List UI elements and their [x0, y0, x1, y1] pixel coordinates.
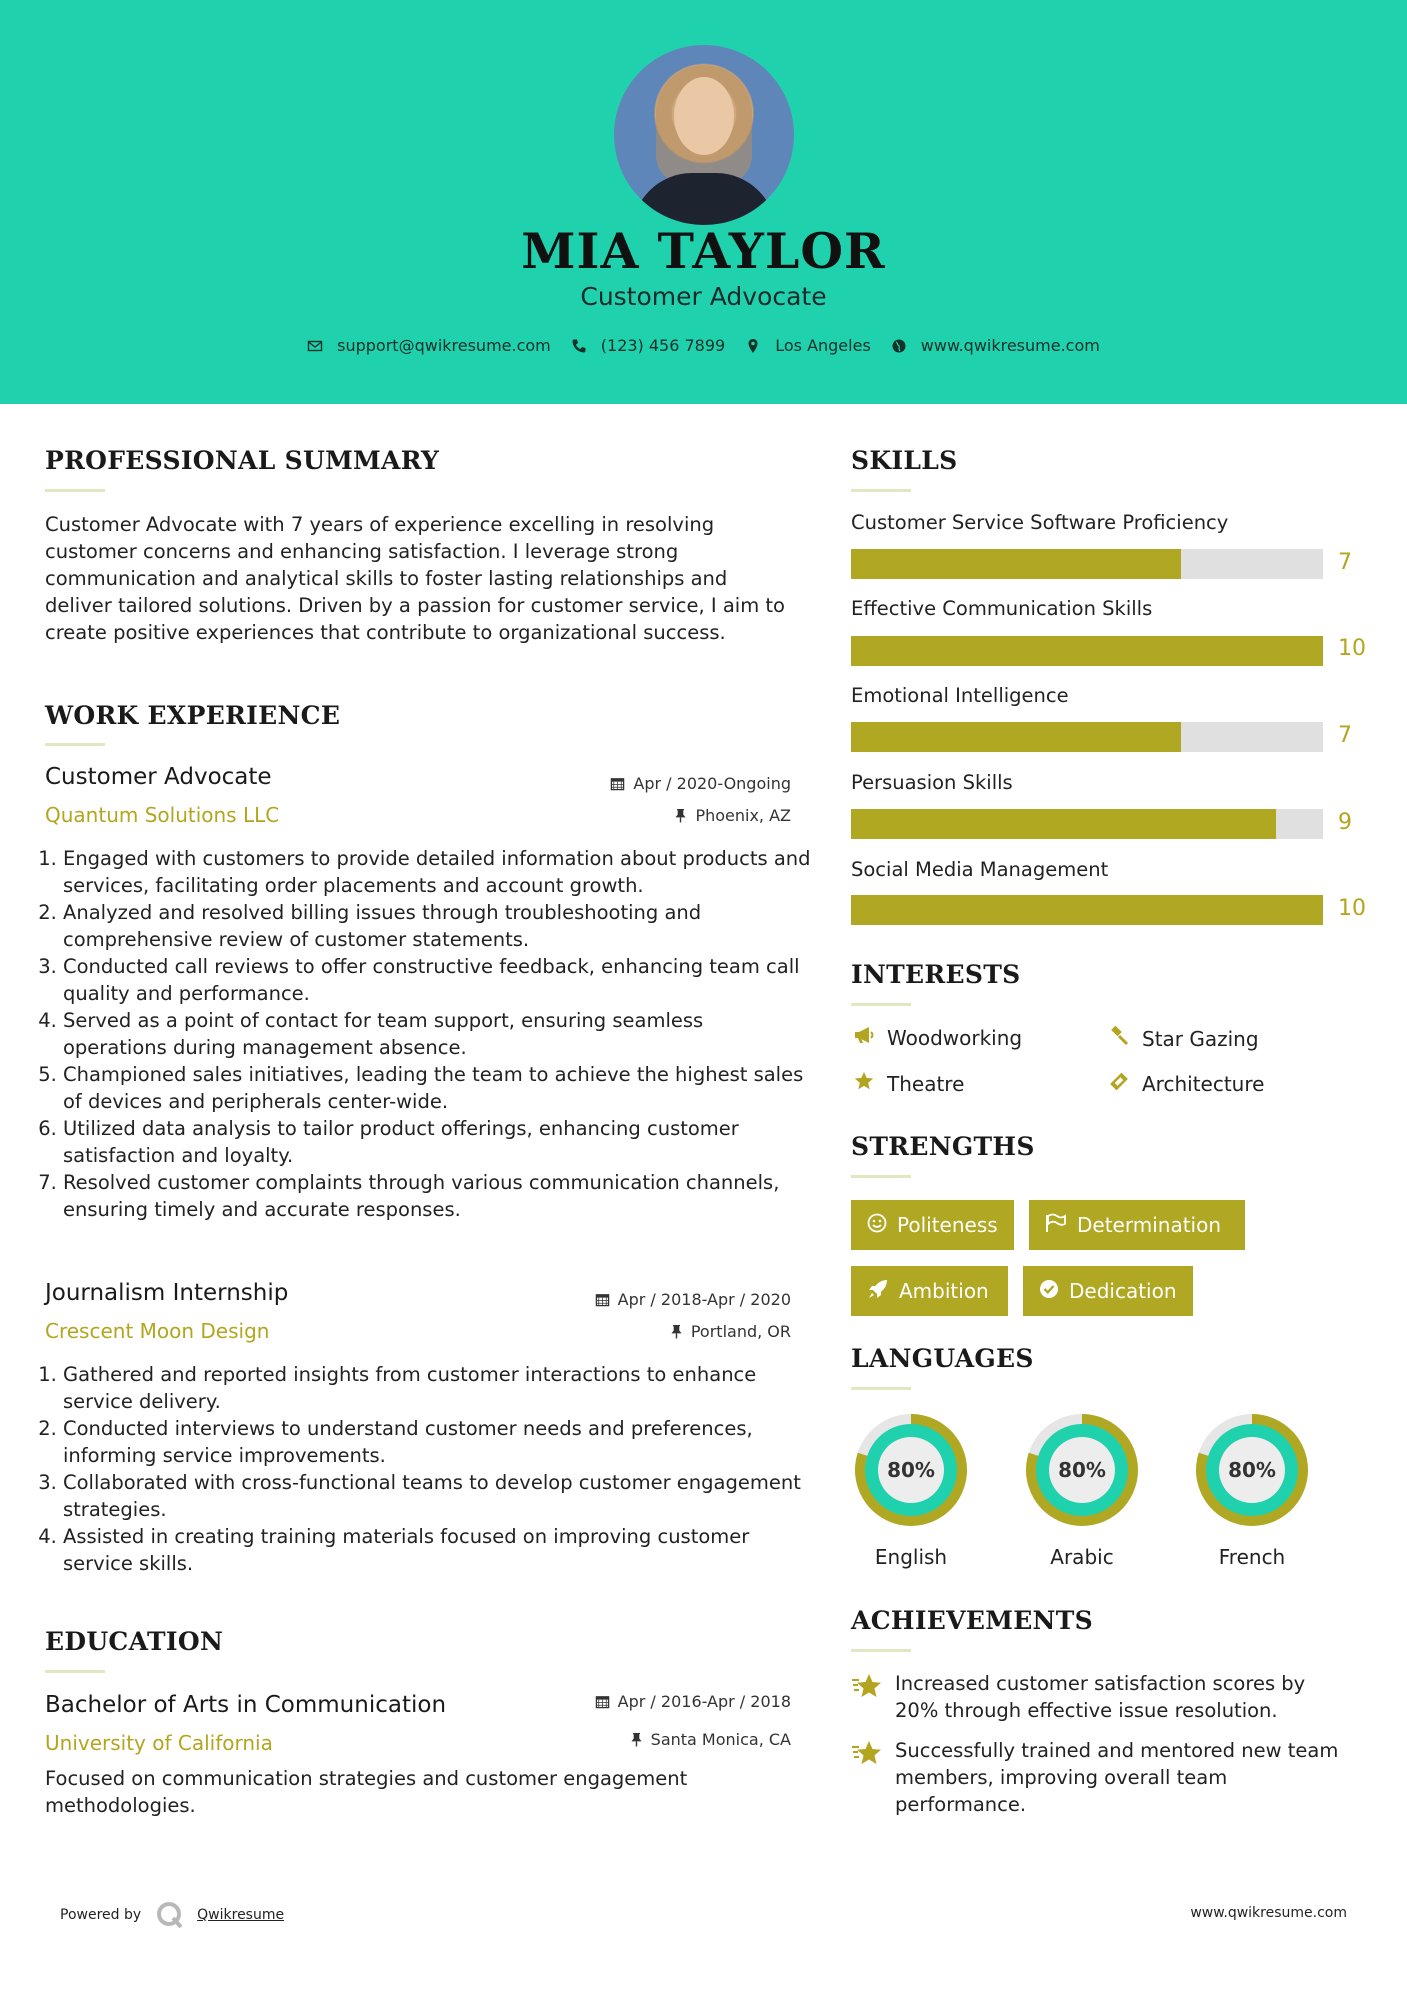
- skill-bar: [851, 722, 1323, 752]
- map-pin-icon: [745, 338, 761, 354]
- contact-phone[interactable]: [571, 336, 725, 355]
- rocket-icon: [867, 1278, 889, 1305]
- flag-icon: [1045, 1213, 1067, 1238]
- candidate-name: MIA TAYLOR: [521, 222, 886, 280]
- strengths-heading: STRENGTHS: [851, 1132, 1035, 1161]
- list-item: 2. Conducted interviews to understand customer needs and preferences, informing service improvements.: [63, 1415, 813, 1469]
- skill-value: 9: [1338, 810, 1352, 835]
- strength-badge: [1023, 1266, 1193, 1316]
- brand-link[interactable]: Qwikresume: [197, 1907, 285, 1923]
- education-location-text: Santa Monica, CA: [650, 1730, 791, 1749]
- language-name: English: [874, 1545, 948, 1569]
- envelope-icon: [307, 338, 323, 354]
- job-duties-list: [45, 1361, 813, 1577]
- list-item: 1. Engaged with customers to provide detailed information about products and services, facilitating order placements and account growth.: [63, 845, 813, 899]
- job-location-text: Portland, OR: [690, 1322, 791, 1341]
- calendar-icon: [610, 776, 625, 791]
- summary-divider: [45, 489, 105, 492]
- job-dates: [491, 774, 791, 793]
- language-ring: [849, 1408, 973, 1532]
- list-item: 5. Championed sales initiatives, leading the team to achieve the highest sales of devices and peripherals center-wide.: [63, 1061, 813, 1115]
- job-title: Customer Advocate: [45, 764, 272, 790]
- pushpin-icon: [674, 808, 687, 823]
- education-dates-text: Apr / 2016-Apr / 2018: [617, 1692, 791, 1711]
- interest-label: Star Gazing: [1142, 1026, 1259, 1051]
- work-divider: [45, 743, 105, 746]
- phone-icon: [571, 338, 587, 354]
- contact-website[interactable]: [891, 336, 1100, 355]
- language-ring: [1020, 1408, 1144, 1532]
- degree-title: Bachelor of Arts in Communication: [45, 1692, 447, 1718]
- interest-label: Woodworking: [887, 1025, 1023, 1050]
- skill-label: Emotional Intelligence: [851, 684, 1069, 707]
- interest-item: [851, 1070, 964, 1097]
- ticket-icon: [1106, 1070, 1132, 1097]
- language-percent: 80%: [1058, 1458, 1106, 1482]
- summary-heading: PROFESSIONAL SUMMARY: [45, 446, 440, 475]
- footer-branding: [60, 1900, 284, 1930]
- skills-heading: SKILLS: [851, 446, 958, 475]
- strength-badge: [851, 1266, 1008, 1316]
- job-dates-text: Apr / 2020-Ongoing: [633, 774, 791, 793]
- calendar-icon: [595, 1292, 610, 1307]
- interest-item: [1106, 1025, 1259, 1052]
- list-item: 2. Analyzed and resolved billing issues through troubleshooting and comprehensive review of customer statements.: [63, 899, 813, 953]
- interest-label: Theatre: [887, 1071, 965, 1096]
- skill-bar: [851, 809, 1323, 839]
- strength-badge: [1029, 1200, 1245, 1250]
- skill-label: Effective Communication Skills: [851, 597, 1153, 620]
- languages-divider: [851, 1387, 911, 1390]
- interest-label: Architecture: [1142, 1071, 1265, 1096]
- job-location: [491, 1322, 791, 1341]
- calendar-icon: [595, 1694, 610, 1709]
- email-text: support@qwikresume.com: [337, 336, 551, 355]
- pushpin-icon: [630, 1732, 643, 1747]
- phone-text: (123) 456 7899: [600, 336, 726, 355]
- school-name: University of California: [45, 1731, 273, 1755]
- job-company: Crescent Moon Design: [45, 1319, 270, 1343]
- job-location: [491, 806, 791, 825]
- website-text: www.qwikresume.com: [920, 336, 1100, 355]
- achievements-heading: ACHIEVEMENTS: [851, 1606, 1093, 1635]
- education-description: Focused on communication strategies and customer engagement methodologies.: [45, 1767, 688, 1817]
- globe-icon: [891, 338, 907, 354]
- interests-divider: [851, 1003, 911, 1006]
- skill-bar-fill: [851, 895, 1323, 925]
- education-heading: EDUCATION: [45, 1627, 224, 1656]
- job-dates: [491, 1290, 791, 1309]
- footer-url[interactable]: www.qwikresume.com: [1190, 1905, 1347, 1921]
- job-dates-text: Apr / 2018-Apr / 2020: [617, 1290, 791, 1309]
- skill-bar-fill: [851, 549, 1181, 579]
- strength-label: Ambition: [899, 1279, 989, 1303]
- powered-by-label: Powered by: [60, 1907, 142, 1923]
- contact-location: [745, 336, 871, 355]
- education-divider: [45, 1670, 105, 1673]
- achievement-text: Increased customer satisfaction scores by 20% through effective issue resolution.: [895, 1672, 1306, 1722]
- skill-label: Social Media Management: [851, 858, 1109, 881]
- star-award-icon: [851, 1670, 895, 1724]
- candidate-role: Customer Advocate: [580, 282, 827, 311]
- achievement-item: [851, 1737, 1351, 1818]
- profile-photo: [614, 45, 794, 225]
- summary-text: Customer Advocate with 7 years of experience excelling in resolving customer concerns and enhancing satisfaction. I leverage strong communication and analytical skills to foster lasting relationships and deliver tailored solutions. Driven by a passion for customer service, I aim to create positive experiences that contribute to organizational success.: [45, 513, 785, 644]
- achievement-text: Successfully trained and mentored new team members, improving overall team performance.: [895, 1739, 1339, 1816]
- languages-heading: LANGUAGES: [851, 1344, 1034, 1373]
- smile-icon: [867, 1213, 887, 1238]
- education-dates: [491, 1692, 791, 1711]
- language-percent: 80%: [1228, 1458, 1276, 1482]
- header-banner: [0, 0, 1407, 404]
- education-location: [491, 1730, 791, 1749]
- pushpin-icon: [670, 1324, 683, 1339]
- strengths-divider: [851, 1175, 911, 1178]
- list-item: 4. Assisted in creating training materials focused on improving customer service skills.: [63, 1523, 813, 1577]
- strength-label: Politeness: [897, 1213, 998, 1237]
- language-ring: [1190, 1408, 1314, 1532]
- skill-bar: [851, 895, 1323, 925]
- job-title: Journalism Internship: [45, 1280, 289, 1306]
- skill-value: 7: [1338, 723, 1352, 748]
- contact-email[interactable]: [307, 336, 551, 355]
- list-item: 7. Resolved customer complaints through various communication channels, ensuring timely and accurate responses.: [63, 1169, 813, 1223]
- location-text: Los Angeles: [775, 336, 871, 355]
- language-percent: 80%: [887, 1458, 935, 1482]
- list-item: 6. Utilized data analysis to tailor product offerings, enhancing customer satisfaction and loyalty.: [63, 1115, 813, 1169]
- gavel-icon: [1106, 1025, 1132, 1052]
- job-location-text: Phoenix, AZ: [695, 806, 791, 825]
- skill-value: 10: [1338, 896, 1366, 921]
- achievements-divider: [851, 1649, 911, 1652]
- star-award-icon: [851, 1737, 895, 1818]
- interest-item: [851, 1025, 1022, 1050]
- language-name: Arabic: [1050, 1545, 1114, 1569]
- check-circle-icon: [1039, 1279, 1059, 1304]
- list-item: 1. Gathered and reported insights from customer interactions to enhance service delivery.: [63, 1361, 813, 1415]
- strength-badge: [851, 1200, 1014, 1250]
- strength-label: Dedication: [1069, 1279, 1177, 1303]
- skill-label: Customer Service Software Proficiency: [851, 511, 1229, 534]
- job-duties-list: [45, 845, 813, 1223]
- strength-label: Determination: [1077, 1213, 1222, 1237]
- skill-value: 10: [1338, 636, 1366, 661]
- skill-bar: [851, 636, 1323, 666]
- list-item: 4. Served as a point of contact for team support, ensuring seamless operations during management absence.: [63, 1007, 813, 1061]
- interests-heading: INTERESTS: [851, 960, 1021, 989]
- language-name: French: [1218, 1545, 1286, 1569]
- skill-value: 7: [1338, 550, 1352, 575]
- skill-bar-fill: [851, 809, 1276, 839]
- skill-bar: [851, 549, 1323, 579]
- star-icon: [851, 1070, 877, 1097]
- skill-bar-fill: [851, 636, 1323, 666]
- skills-divider: [851, 489, 911, 492]
- skill-bar-fill: [851, 722, 1181, 752]
- contact-bar: [0, 336, 1407, 355]
- qwikresume-logo-icon: [155, 1900, 185, 1930]
- interest-item: [1106, 1070, 1264, 1097]
- job-company: Quantum Solutions LLC: [45, 803, 280, 827]
- achievement-item: [851, 1670, 1351, 1724]
- skill-label: Persuasion Skills: [851, 771, 1013, 794]
- work-heading: WORK EXPERIENCE: [45, 701, 341, 730]
- megaphone-icon: [851, 1025, 877, 1050]
- list-item: 3. Conducted call reviews to offer constructive feedback, enhancing team call quality and performance.: [63, 953, 813, 1007]
- list-item: 3. Collaborated with cross-functional teams to develop customer engagement strategies.: [63, 1469, 813, 1523]
